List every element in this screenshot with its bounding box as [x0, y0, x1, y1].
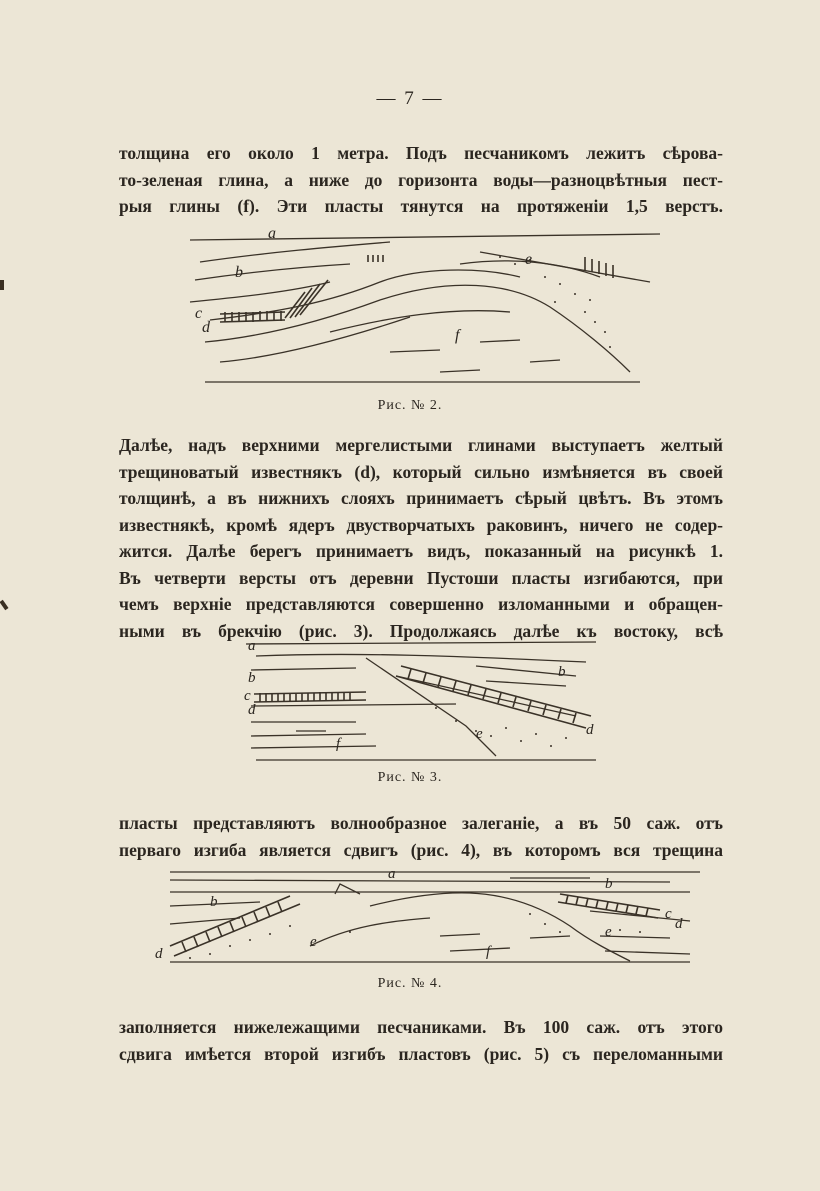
- paragraph-4: [119, 1014, 723, 1067]
- figure-4-drawing: [150, 866, 710, 970]
- fig4-label-d-left: d: [155, 946, 163, 962]
- text-line: то-зеленая глина, а ниже до горизонта воды—разноцвѣтныя пест-: [119, 169, 723, 190]
- fig3-label-a: a: [248, 638, 256, 654]
- fig4-label-b-right: b: [605, 876, 613, 892]
- text-line: толщина его около 1 метра. Подъ песчаникомъ лежитъ сѣрова-: [119, 143, 723, 163]
- fig4-label-b: b: [210, 894, 218, 910]
- paragraph-1: [119, 140, 723, 220]
- text-line: заполняется нижележащими песчаниками. Въ 100 саж. отъ этого: [119, 1017, 723, 1037]
- fig2-label-f: f: [455, 327, 460, 344]
- paragraph-3: [119, 810, 723, 863]
- fig3-label-f: f: [336, 736, 341, 752]
- scan-edge-mark: [0, 600, 9, 610]
- text-line: Въ четверти версты отъ деревни Пустоши пласты изгибаются, при: [119, 567, 723, 588]
- fig2-label-e: e: [525, 251, 533, 268]
- fig2-label-c: c: [195, 305, 203, 322]
- fig3-label-b: b: [248, 670, 256, 686]
- figure-3-drawing: [236, 636, 606, 764]
- text-line: ными въ брекчію (рис. 3). Продолжаясь далѣе къ востоку, всѣ: [119, 620, 723, 641]
- figure-3: [236, 636, 606, 764]
- text-line: перваго изгиба является сдвигъ (рис. 4), въ которомъ вся трещина: [119, 839, 723, 860]
- text-line: жится. Далѣе берегъ принимаетъ видъ, показанный на рисункѣ 1.: [119, 541, 723, 561]
- fig3-label-d-right: d: [586, 722, 594, 738]
- figure-2-caption: Рис. № 2.: [377, 398, 443, 413]
- text-line: известнякѣ, кромѣ ядеръ двустворчатыхъ раковинъ, ничего не содер-: [119, 514, 723, 535]
- fig3-label-b-right: b: [558, 664, 566, 680]
- fig2-label-a: a: [268, 225, 276, 242]
- scan-edge-mark: [0, 280, 4, 290]
- figure-2: [180, 222, 680, 394]
- fig2-label-d: d: [202, 319, 210, 336]
- paragraph-2: [119, 432, 723, 644]
- figure-3-caption: Рис. № 3.: [377, 770, 443, 785]
- fig3-label-e: e: [476, 726, 483, 742]
- text-line: толщинѣ, а въ нижнихъ слояхъ принимаетъ сѣрый цвѣтъ. Въ этомъ: [119, 488, 723, 508]
- figure-4-caption: Рис. № 4.: [377, 976, 443, 991]
- text-line: пласты представляютъ волнообразное залеганіе, а въ 50 саж. отъ: [119, 813, 723, 833]
- figure-2-drawing: [180, 222, 680, 394]
- fig4-label-e-right: e: [605, 924, 612, 940]
- fig3-label-d: d: [248, 702, 256, 718]
- fig3-label-c: c: [244, 688, 251, 704]
- text-line: трещиноватый известнякъ (d), который сильно измѣняется въ своей: [119, 461, 723, 482]
- text-line: чемъ верхніе представляются совершенно изломанными и обращен-: [119, 594, 723, 614]
- text-line: Далѣе, надъ верхними мергелистыми глинами выступаетъ желтый: [119, 435, 723, 455]
- fig4-label-f: f: [486, 944, 491, 960]
- figure-4: [150, 866, 710, 970]
- fig4-label-c: c: [665, 906, 672, 922]
- text-line: рыя глины (f). Эти пласты тянутся на протяженіи 1,5 верстъ.: [119, 196, 723, 216]
- fig2-label-b: b: [235, 264, 243, 281]
- text-line: сдвига имѣется второй изгибъ пластовъ (рис. 5) съ переломанными: [119, 1043, 723, 1064]
- fig4-label-d: d: [675, 916, 683, 932]
- fig4-label-a: a: [388, 866, 396, 882]
- page-number: — 7 —: [376, 88, 444, 109]
- fig4-label-e: e: [310, 934, 317, 950]
